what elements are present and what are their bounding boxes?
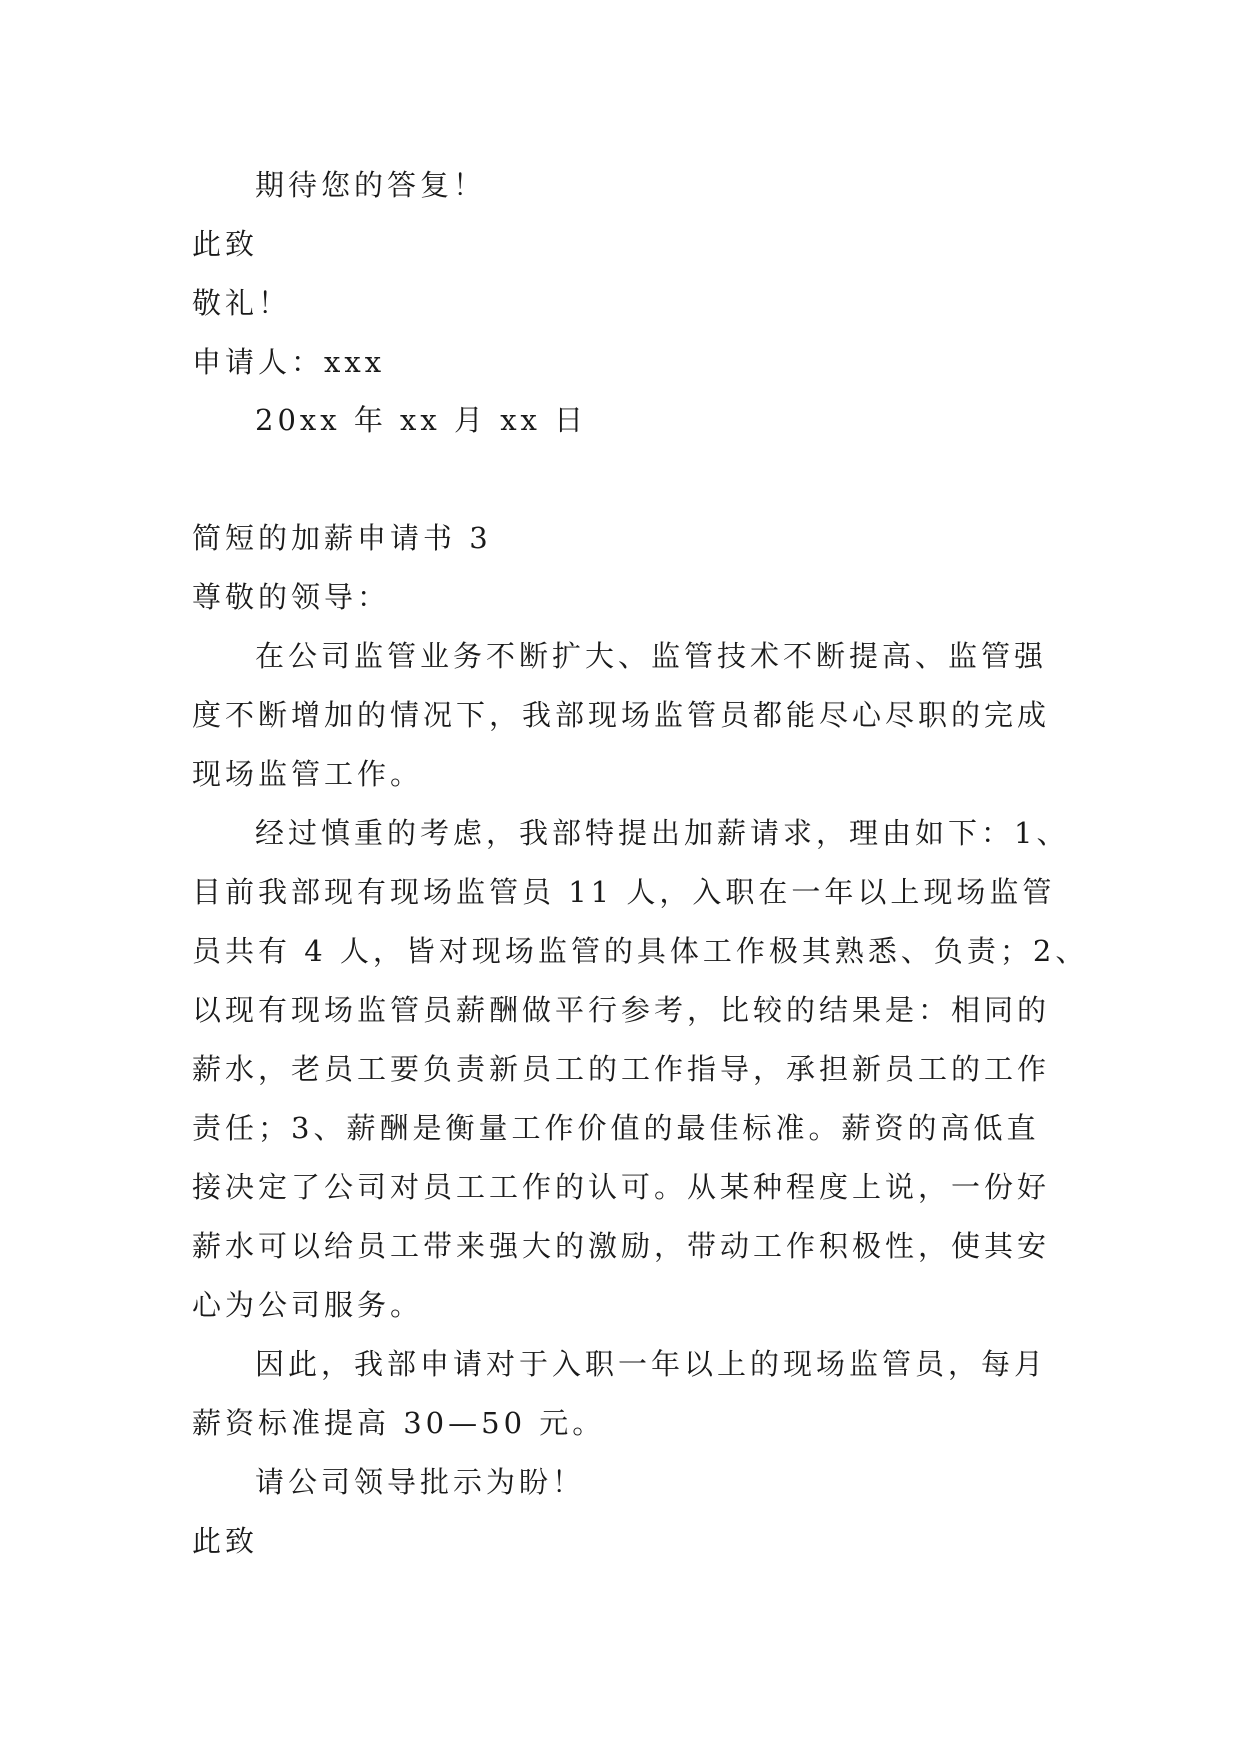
salutation-jing-li: 敬礼！ [192, 286, 292, 320]
paragraph2-line: 责任；3、薪酬是衡量工作价值的最佳标准。薪资的高低直 [192, 1111, 1040, 1145]
date-line: 20xx 年 xx 月 xx 日 [255, 403, 588, 437]
paragraph3-line: 薪资标准提高 30—50 元。 [192, 1406, 606, 1440]
letter-title: 简短的加薪申请书 3 [192, 521, 492, 555]
paragraph2-line: 薪水，老员工要负责新员工的工作指导，承担新员工的工作 [192, 1052, 1051, 1086]
paragraph1-line: 现场监管工作。 [192, 757, 424, 791]
salutation-ci-zhi-bottom: 此致 [192, 1524, 259, 1558]
paragraph2-line: 心为公司服务。 [192, 1288, 424, 1322]
letter-greeting: 尊敬的领导： [192, 580, 391, 614]
paragraph2-line: 薪水可以给员工带来强大的激励，带动工作积极性，使其安 [192, 1229, 1051, 1263]
paragraph3-line: 因此，我部申请对于入职一年以上的现场监管员，每月 [255, 1347, 1048, 1381]
await-reply-line: 期待您的答复！ [255, 168, 487, 202]
applicant-line: 申请人：xxx [192, 345, 386, 379]
paragraph2-line: 经过慎重的考虑，我部特提出加薪请求，理由如下：1、 [255, 816, 1070, 850]
paragraph2-line: 员共有 4 人，皆对现场监管的具体工作极其熟悉、负责；2、 [192, 934, 1089, 968]
paragraph1-line: 度不断增加的情况下，我部现场监管员都能尽心尽职的完成 [192, 698, 1051, 732]
paragraph1-line: 在公司监管业务不断扩大、监管技术不断提高、监管强 [255, 639, 1048, 673]
paragraph2-line: 以现有现场监管员薪酬做平行参考，比较的结果是：相同的 [192, 993, 1051, 1027]
paragraph2-line: 目前我部现有现场监管员 11 人，入职在一年以上现场监管 [192, 875, 1056, 909]
paragraph2-line: 接决定了公司对员工工作的认可。从某种程度上说，一份好 [192, 1170, 1051, 1204]
closing-request: 请公司领导批示为盼！ [255, 1465, 586, 1499]
salutation-ci-zhi: 此致 [192, 227, 259, 261]
